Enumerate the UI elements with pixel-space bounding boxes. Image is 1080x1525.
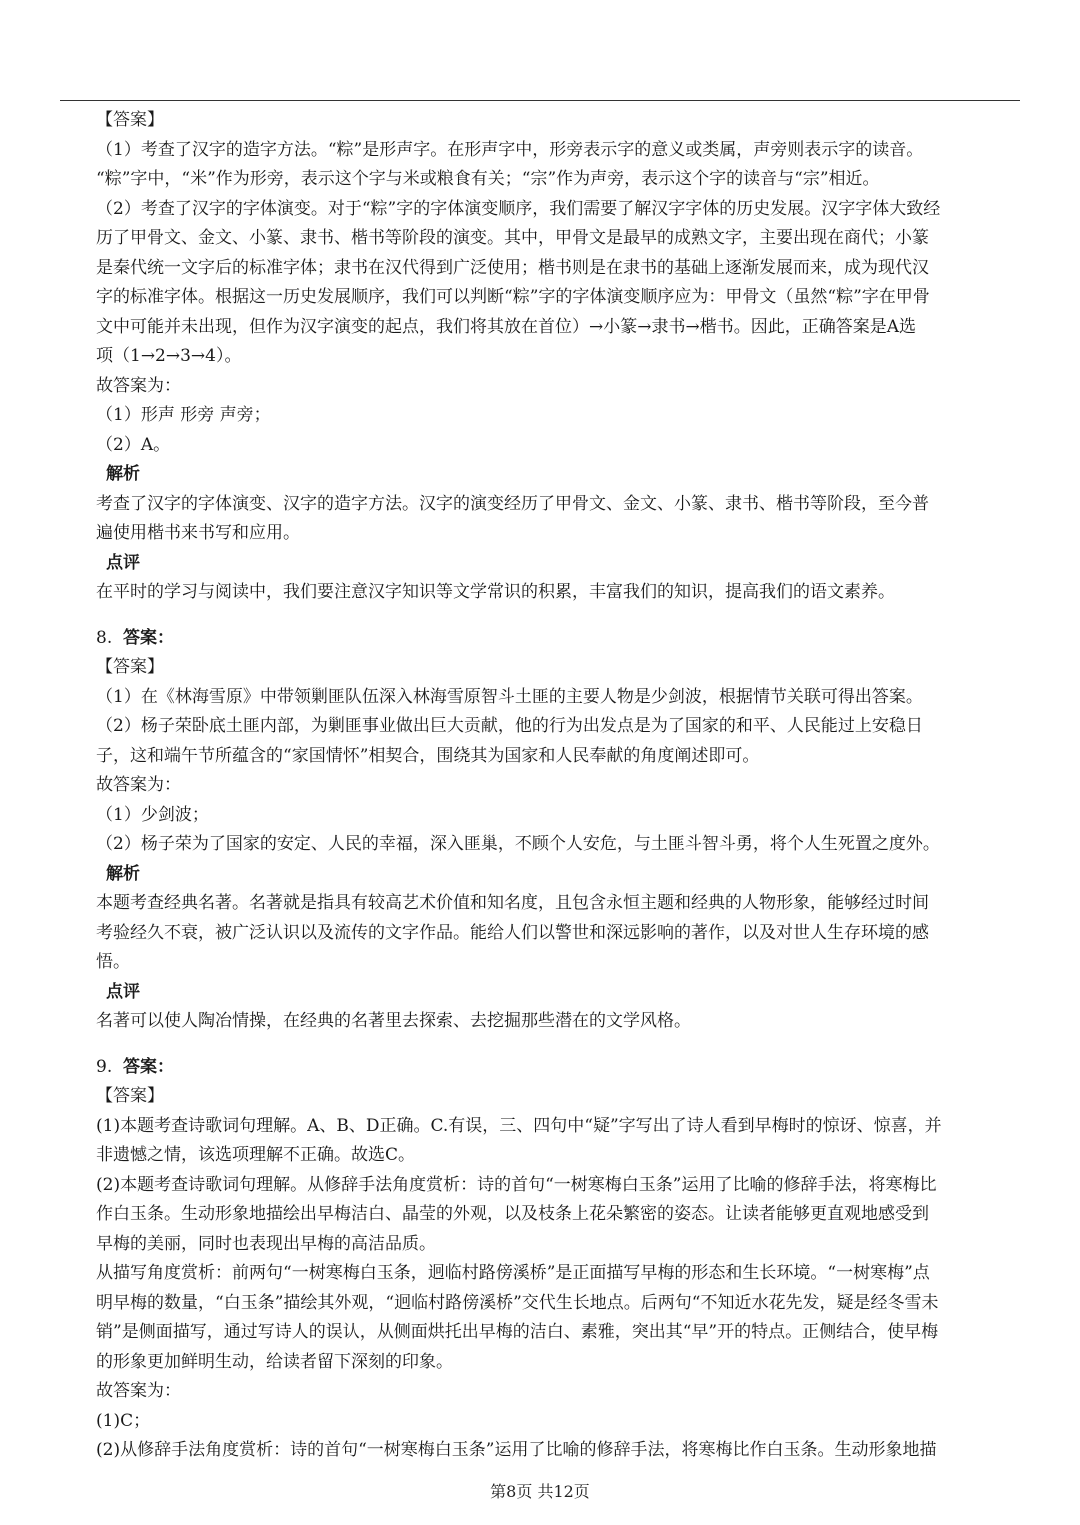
final-answer-item: （2）A。 — [96, 434, 171, 455]
paragraph: 非遗憾之情，该选项理解不正确。故选C。 — [96, 1145, 416, 1165]
analysis-text: 本题考查经典名著。名著就是指具有较高艺术价值和知名度，且包含永恒主题和经典的人物形象，能够经过时间 — [96, 893, 929, 913]
answer-tag: 【答案】 — [96, 110, 164, 130]
final-answer-label: 故答案为： — [96, 375, 181, 396]
final-answer-item: (2)从修辞手法角度赏析：诗的首句“一树寒梅白玉条”运用了比喻的修辞手法，将寒梅比作白玉条。生动形象地描 — [96, 1440, 937, 1460]
paragraph: 项（1→2→3→4）。 — [96, 346, 242, 366]
paragraph: 明早梅的数量，“白玉条”描绘其外观，“迥临村路傍溪桥”交代生长地点。后两句“不知近水花先发，疑是经冬雪未 — [96, 1292, 939, 1313]
final-answer-item: （2）杨子荣为了国家的安定、人民的幸福，深入匪巢，不顾个人安危，与土匪斗智斗勇，将个人生死置之度外。 — [96, 834, 940, 854]
section-8 — [96, 624, 1042, 1037]
paragraph: 子，这和端午节所蕴含的“家国情怀”相契合，围绕其为国家和人民奉献的角度阐述即可。 — [96, 745, 760, 766]
page-footer: 第8页 共12页 — [490, 1482, 590, 1501]
comment-heading: 点评 — [106, 981, 140, 1002]
paragraph: 的形象更加鲜明生动，给读者留下深刻的印象。 — [96, 1351, 453, 1372]
paragraph: 从描写角度赏析：前两句“一树寒梅白玉条，迥临村路傍溪桥”是正面描写早梅的形态和生长环境。“一树寒梅”点 — [96, 1263, 930, 1283]
page-content — [96, 106, 1042, 1466]
paragraph: (1)本题考查诗歌词句理解。A、B、D正确。C.有误，三、四句中“疑”字写出了诗人看到早梅时的惊讶、惊喜，并 — [96, 1115, 942, 1136]
analysis-text: 考查了汉字的字体演变、汉字的造字方法。汉字的演变经历了甲骨文、金文、小篆、隶书、楷书等阶段，至今普 — [96, 493, 929, 514]
paragraph: 作白玉条。生动形象地描绘出早梅洁白、晶莹的外观，以及枝条上花朵繁密的姿态。让读者能够更直观地感受到 — [96, 1204, 929, 1224]
analysis-text: 悟。 — [96, 952, 130, 972]
comment-text: 名著可以使人陶冶情操，在经典的名著里去探索、去挖掘那些潜在的文学风格。 — [96, 1011, 691, 1031]
analysis-heading: 解析 — [106, 863, 140, 884]
final-answer-label: 故答案为： — [96, 775, 181, 795]
paragraph: 历了甲骨文、金文、小篆、隶书、楷书等阶段的演变。其中，甲骨文是最早的成熟文字，主要出现在商代；小篆 — [96, 228, 929, 248]
question-number: 9. — [96, 1056, 113, 1077]
question-number: 8. — [96, 627, 113, 648]
header-rule — [60, 100, 1020, 101]
answer-tag: 【答案】 — [96, 657, 164, 677]
question-title: 答案： — [123, 627, 175, 648]
paragraph: （1）考查了汉字的造字方法。“粽”是形声字。在形声字中，形旁表示字的意义或类属，声旁则表示字的读音。 — [96, 139, 924, 160]
question-heading — [96, 1053, 1042, 1083]
paragraph: 销”是侧面描写，通过写诗人的误认，从侧面烘托出早梅的洁白、素雅，突出其“早”开的特点。正侧结合，使早梅 — [96, 1322, 939, 1342]
comment-heading: 点评 — [106, 552, 140, 573]
comment-text: 在平时的学习与阅读中，我们要注意汉字知识等文学常识的积累，丰富我们的知识，提高我们的语文素养。 — [96, 582, 895, 602]
paragraph: 文中可能并未出现，但作为汉字演变的起点，我们将其放在首位）→小篆→隶书→楷书。因此，正确答案是A选 — [96, 316, 917, 337]
final-answer-item: （1）少剑波； — [96, 804, 209, 825]
final-answer-item: (1)C； — [96, 1410, 151, 1431]
paragraph: (2)本题考查诗歌词句理解。从修辞手法角度赏析：诗的首句“一树寒梅白玉条”运用了比喻的修辞手法，将寒梅比 — [96, 1174, 937, 1195]
analysis-heading: 解析 — [106, 464, 140, 484]
analysis-text: 遍使用楷书来书写和应用。 — [96, 523, 300, 543]
paragraph: （2）考查了汉字的字体演变。对于“粽”字的字体演变顺序，我们需要了解汉字字体的历史发展。汉字字体大致经 — [96, 198, 941, 219]
final-answer-item: （1）形声 形旁 声旁； — [96, 405, 271, 425]
question-title: 答案： — [123, 1056, 175, 1077]
paragraph: （1）在《林海雪原》中带领剿匪队伍深入林海雪原智斗土匪的主要人物是少剑波，根据情节关联可得出答案。 — [96, 686, 923, 707]
paragraph: 是秦代统一文字后的标准字体；隶书在汉代得到广泛使用；楷书则是在隶书的基础上逐渐发展而来，成为现代汉 — [96, 257, 929, 278]
section-7 — [96, 106, 1042, 608]
answer-tag: 【答案】 — [96, 1086, 164, 1106]
question-heading — [96, 624, 1042, 654]
paragraph: （2）杨子荣卧底土匪内部，为剿匪事业做出巨大贡献，他的行为出发点是为了国家的和平、人民能过上安稳日 — [96, 716, 923, 736]
paragraph: “粽”字中，“米”作为形旁，表示这个字与米或粮食有关；“宗”作为声旁，表示这个字的读音与“宗”相近。 — [96, 169, 880, 189]
paragraph: 早梅的美丽，同时也表现出早梅的高洁品质。 — [96, 1233, 436, 1254]
section-9 — [96, 1053, 1042, 1466]
paragraph: 字的标准字体。根据这一历史发展顺序，我们可以判断“粽”字的字体演变顺序应为：甲骨文（虽然“粽”字在甲骨 — [96, 287, 930, 307]
analysis-text: 考验经久不衰，被广泛认识以及流传的文字作品。能给人们以警世和深远影响的著作，以及对世人生存环境的感 — [96, 922, 929, 943]
final-answer-label: 故答案为： — [96, 1381, 181, 1401]
